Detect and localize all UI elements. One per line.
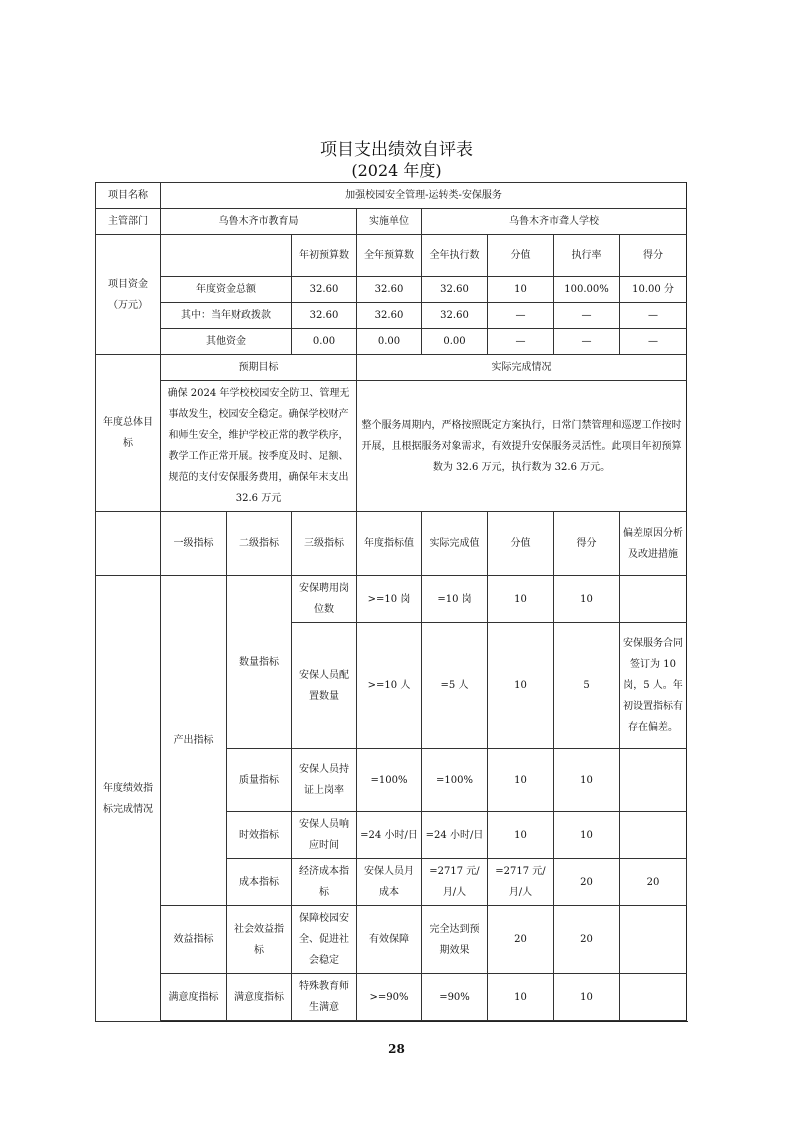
level2-social-benefit: 社会效益指标	[227, 906, 292, 974]
funds-cell: 32.60	[292, 277, 357, 303]
actual-cell: =24 小时/日	[422, 812, 488, 859]
goals-expected-text: 确保 2024 年学校校园安全防卫、管理无事故发生，校园安全稳定。确保学校财产和师生安全，维护学校正常的教学秩序，教学工作正常开展。按季度及时、足额、规范的支付安保服务费用，确保年末支出 32.6 万元	[161, 381, 357, 512]
target-cell: =24 小时/日	[357, 812, 422, 859]
indicator-header-level1: 一级指标	[161, 512, 227, 576]
funds-header-blank	[161, 235, 292, 277]
score-value-cell: 10	[488, 812, 554, 859]
deviation-cell	[620, 906, 687, 974]
deviation-cell	[620, 749, 687, 812]
funds-header-score: 得分	[620, 235, 687, 277]
score-cell: 5	[554, 623, 620, 749]
score-value-cell: 20	[554, 859, 620, 906]
level3-cell: 安保人员月成本	[357, 859, 422, 906]
funds-header-annual-budget: 全年预算数	[357, 235, 422, 277]
deviation-cell: 安保服务合同签订为 10 岗，5 人。年初设置指标有存在偏差。	[620, 623, 687, 749]
goals-expected-header: 预期目标	[161, 355, 357, 381]
target-cell: =2717 元/月/人	[422, 859, 488, 906]
level3-cell: 安保人员配置数量	[292, 623, 357, 749]
unit-label: 实施单位	[357, 209, 422, 235]
score-cell: 10	[554, 974, 620, 1021]
level3-cell: 保障校园安全、促进社会稳定	[292, 906, 357, 974]
indicator-header-blank	[96, 512, 161, 576]
actual-cell: =90%	[422, 974, 488, 1021]
level1-benefit: 效益指标	[161, 906, 227, 974]
score-cell: 20	[554, 906, 620, 974]
indicator-header-level3: 三级指标	[292, 512, 357, 576]
score-cell: 10	[554, 576, 620, 623]
target-cell: 有效保障	[357, 906, 422, 974]
target-cell: =100%	[357, 749, 422, 812]
funds-cell: 32.60	[357, 277, 422, 303]
level2-economic-cost: 经济成本指标	[292, 859, 357, 906]
funds-cell: 0.00	[357, 329, 422, 355]
project-name: 加强校园安全管理-运转类-安保服务	[161, 183, 687, 209]
level3-cell: 安保人员响应时间	[292, 812, 357, 859]
funds-header-executed: 全年执行数	[422, 235, 488, 277]
target-cell: >=10 岗	[357, 576, 422, 623]
actual-cell: =2717 元/月/人	[488, 859, 554, 906]
funds-cell: 32.60	[292, 303, 357, 329]
funds-header-execution-rate: 执行率	[554, 235, 620, 277]
funds-label: 项目资金（万元）	[96, 235, 161, 355]
goals-label: 年度总体目标	[96, 355, 161, 512]
indicators-label: 年度绩效指标完成情况	[96, 576, 161, 1022]
actual-cell: =100%	[422, 749, 488, 812]
level1-output: 产出指标	[161, 576, 227, 906]
table-end	[161, 1021, 687, 1022]
funds-row-label: 其中：当年财政拨款	[161, 303, 292, 329]
funds-cell: 10	[488, 277, 554, 303]
level1-cost: 成本指标	[227, 859, 292, 906]
score-cell: 10	[554, 812, 620, 859]
funds-header-score-value: 分值	[488, 235, 554, 277]
funds-row-label: 其他资金	[161, 329, 292, 355]
document-subtitle: (2024 年度)	[351, 161, 442, 180]
score-value-cell: 10	[488, 974, 554, 1021]
funds-row-label: 年度资金总额	[161, 277, 292, 303]
target-cell: >=10 人	[357, 623, 422, 749]
deviation-cell	[620, 974, 687, 1021]
funds-cell: 0.00	[422, 329, 488, 355]
funds-cell: —	[620, 329, 687, 355]
score-value-cell: 20	[488, 906, 554, 974]
deviation-cell	[620, 812, 687, 859]
indicator-header-target: 年度指标值	[357, 512, 422, 576]
funds-cell: 100.00%	[554, 277, 620, 303]
level3-cell: 安保聘用岗位数	[292, 576, 357, 623]
score-value-cell: 10	[488, 623, 554, 749]
funds-cell: 32.60	[357, 303, 422, 329]
level1-satisfaction: 满意度指标	[161, 974, 227, 1021]
self-evaluation-table	[95, 182, 687, 1022]
funds-cell: —	[620, 303, 687, 329]
actual-cell: =5 人	[422, 623, 488, 749]
score-cell: 10	[554, 749, 620, 812]
actual-cell: 完全达到预期效果	[422, 906, 488, 974]
funds-cell: 0.00	[292, 329, 357, 355]
department-value: 乌鲁木齐市教育局	[161, 209, 357, 235]
indicator-header-actual: 实际完成值	[422, 512, 488, 576]
goals-actual-text: 整个服务周期内，严格按照既定方案执行，日常门禁管理和巡逻工作按时开展，且根据服务对象需求，有效提升安保服务灵活性。此项目年初预算数为 32.6 万元，执行数为 32.6 万元。	[357, 381, 687, 512]
indicator-header-level2: 二级指标	[227, 512, 292, 576]
goals-actual-header: 实际完成情况	[357, 355, 687, 381]
score-value-cell: 10	[488, 576, 554, 623]
page-number: 28	[388, 1042, 405, 1056]
level2-quantity: 数量指标	[227, 576, 292, 749]
indicator-header-score: 得分	[554, 512, 620, 576]
funds-cell: 32.60	[422, 277, 488, 303]
score-value-cell: 10	[488, 749, 554, 812]
funds-cell: —	[554, 329, 620, 355]
level3-cell: 安保人员持证上岗率	[292, 749, 357, 812]
department-label: 主管部门	[96, 209, 161, 235]
indicator-header-score-value: 分值	[488, 512, 554, 576]
unit-value: 乌鲁木齐市聋人学校	[422, 209, 687, 235]
funds-header-initial-budget: 年初预算数	[292, 235, 357, 277]
actual-cell: =10 岗	[422, 576, 488, 623]
indicator-header-deviation: 偏差原因分析及改进措施	[620, 512, 687, 576]
level2-satisfaction: 满意度指标	[227, 974, 292, 1021]
funds-cell: —	[554, 303, 620, 329]
funds-cell: —	[488, 329, 554, 355]
level2-quality: 质量指标	[227, 749, 292, 812]
funds-cell: 10.00 分	[620, 277, 687, 303]
funds-cell: —	[488, 303, 554, 329]
level3-cell: 特殊教育师生满意	[292, 974, 357, 1021]
score-cell: 20	[620, 859, 687, 906]
level2-timeliness: 时效指标	[227, 812, 292, 859]
target-cell: >=90%	[357, 974, 422, 1021]
project-name-label: 项目名称	[96, 183, 161, 209]
deviation-cell	[620, 576, 687, 623]
funds-cell: 32.60	[422, 303, 488, 329]
document-title: 项目支出绩效自评表	[320, 140, 473, 160]
